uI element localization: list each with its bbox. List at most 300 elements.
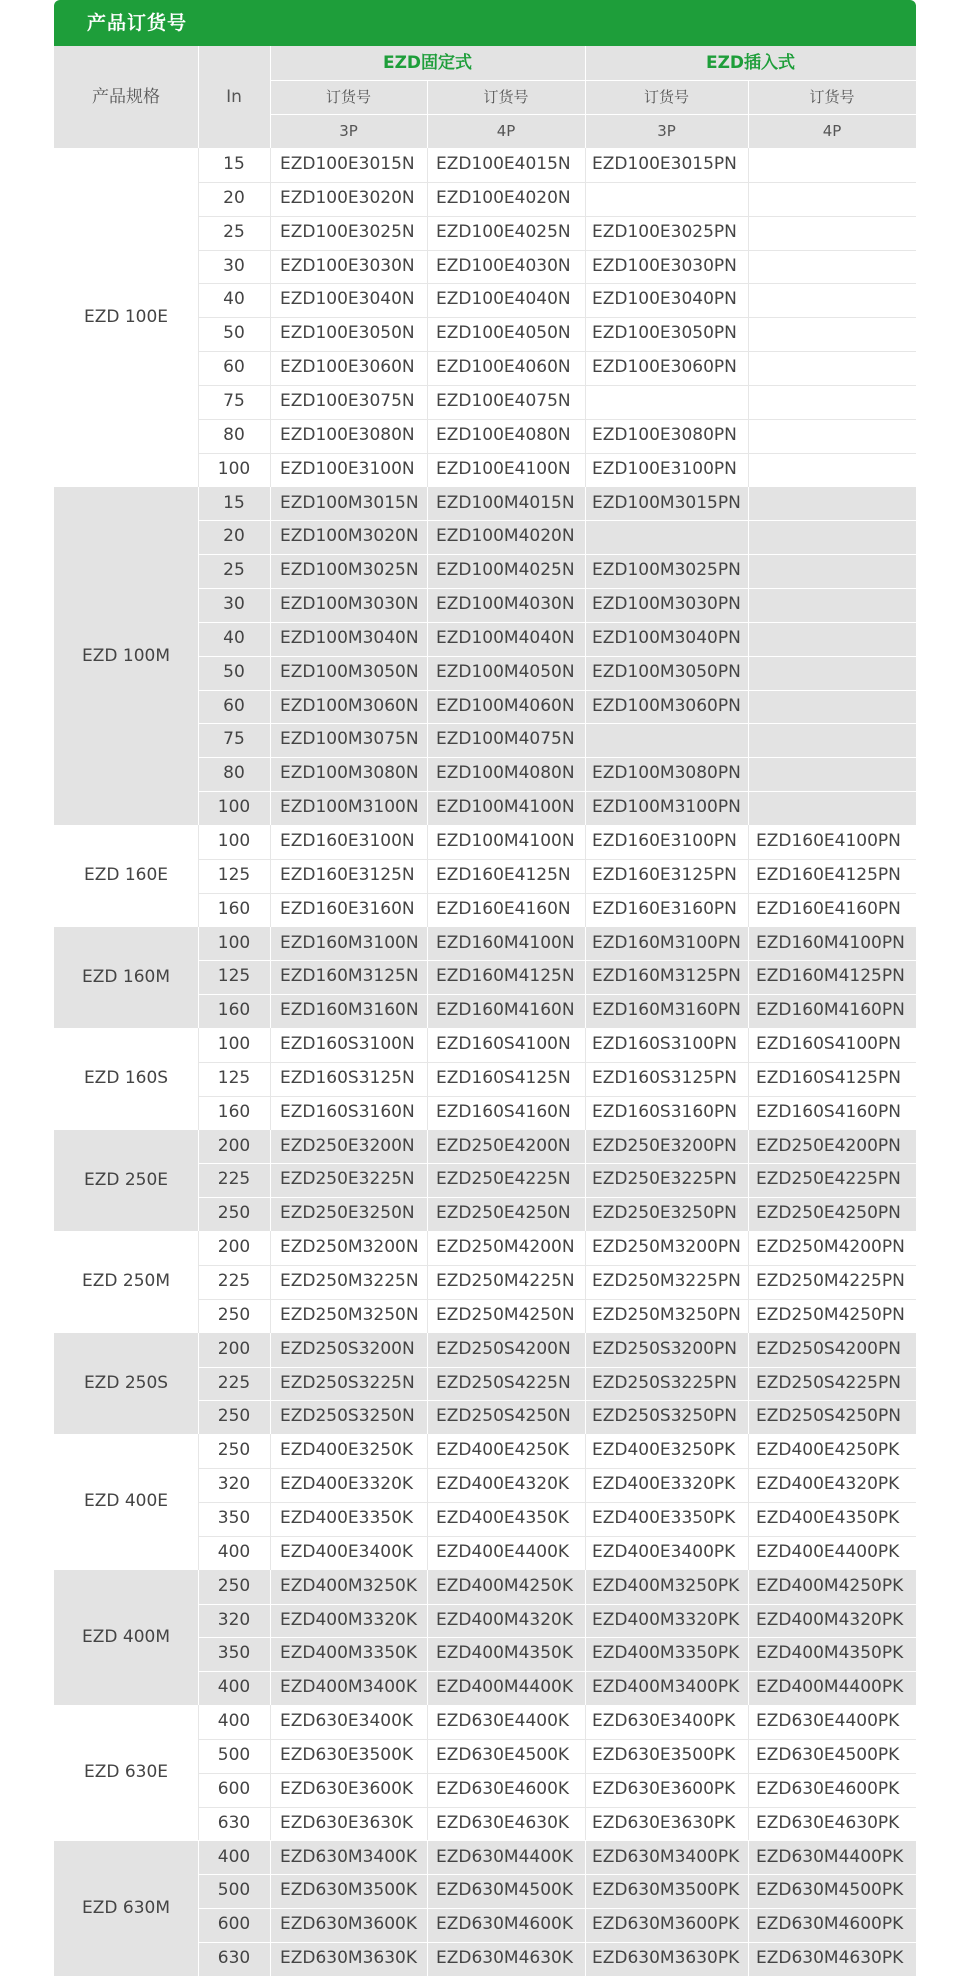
column-divider xyxy=(270,1705,271,1840)
plugin-4p-cell: EZD630E4500PK xyxy=(756,1744,900,1765)
rated-current-cell: 400 xyxy=(217,1677,251,1698)
plugin-4p-cell: EZD250M4225PN xyxy=(756,1271,905,1292)
table-row xyxy=(198,1197,916,1231)
row-divider xyxy=(198,1908,916,1909)
fixed-4p-cell: EZD100E4100N xyxy=(436,458,571,479)
fixed-4p-cell: EZD630E4500K xyxy=(436,1744,570,1765)
row-divider xyxy=(198,1062,916,1063)
plugin-4p-cell: EZD630M4400PK xyxy=(756,1846,904,1867)
plugin-4p-cell xyxy=(748,757,916,791)
rated-current-cell: 200 xyxy=(217,1338,251,1359)
table-row xyxy=(198,791,916,825)
plugin-3p-cell: EZD100M3030PN xyxy=(592,594,741,615)
plugin-4p-cell xyxy=(748,554,916,588)
column-divider xyxy=(427,487,428,826)
rated-current-cell: 250 xyxy=(217,1406,251,1427)
fixed-3p-cell: EZD400E3350K xyxy=(280,1507,414,1528)
column-divider xyxy=(748,1570,749,1705)
model-group xyxy=(54,1231,916,1333)
row-divider xyxy=(198,216,916,217)
rated-current-cell: 225 xyxy=(217,1169,251,1190)
plugin-4p-cell xyxy=(748,385,916,419)
row-divider xyxy=(198,1400,916,1401)
column-divider xyxy=(585,825,586,927)
plugin-4p-cell: EZD160E4125PN xyxy=(756,864,901,885)
rated-current-cell: 25 xyxy=(223,221,245,242)
table-row xyxy=(198,182,916,216)
fixed-4p-cell: EZD630M4600K xyxy=(436,1914,574,1935)
rated-current-cell: 75 xyxy=(223,390,245,411)
row-divider xyxy=(198,690,916,691)
column-divider xyxy=(198,1434,199,1569)
fixed-4p-cell: EZD100E4050N xyxy=(436,323,571,344)
fixed-3p-cell: EZD100E3025N xyxy=(280,221,415,242)
table-row xyxy=(198,487,916,521)
column-divider xyxy=(748,1705,749,1840)
fixed-3p-cell: EZD400M3320K xyxy=(280,1609,418,1630)
column-divider xyxy=(427,1333,428,1435)
plugin-4p-cell xyxy=(748,588,916,622)
table-row xyxy=(198,1874,916,1908)
plugin-4p-cell xyxy=(748,250,916,284)
model-group xyxy=(54,148,916,487)
rated-current-cell: 320 xyxy=(217,1474,251,1495)
row-divider xyxy=(198,1671,916,1672)
plugin-3p-cell: EZD100E3080PN xyxy=(592,424,737,445)
fixed-3p-cell: EZD630M3500K xyxy=(280,1880,418,1901)
plugin-3p-cell: EZD250E3225PN xyxy=(592,1169,737,1190)
rated-current-cell: 400 xyxy=(217,1846,251,1867)
model-group xyxy=(54,1028,916,1130)
row-divider xyxy=(198,1874,916,1875)
plugin-3p-cell: EZD400E3350PK xyxy=(592,1507,736,1528)
column-divider xyxy=(748,927,749,1029)
order-no-header: 订货号 xyxy=(809,88,855,106)
row-divider xyxy=(198,1502,916,1503)
fixed-3p-cell: EZD630E3400K xyxy=(280,1711,414,1732)
pole-header: 4P xyxy=(496,122,516,140)
column-divider xyxy=(270,1841,271,1976)
rated-current-cell: 100 xyxy=(217,1034,251,1055)
model-group xyxy=(54,927,916,1029)
plugin-4p-cell: EZD400M4320PK xyxy=(756,1609,904,1630)
table-row xyxy=(198,960,916,994)
fixed-3p-cell: EZD250S3250N xyxy=(280,1406,415,1427)
row-divider xyxy=(198,960,916,961)
rated-current-cell: 80 xyxy=(223,424,245,445)
plugin-4p-cell xyxy=(748,453,916,487)
plugin-3p-cell: EZD160E3125PN xyxy=(592,864,737,885)
column-divider xyxy=(585,1841,586,1976)
fixed-3p-cell: EZD100E3015N xyxy=(280,154,415,174)
plugin-3p-cell: EZD160S3100PN xyxy=(592,1034,737,1055)
fixed-3p-cell: EZD100E3030N xyxy=(280,255,415,276)
model-group xyxy=(54,1705,916,1840)
plugin-3p-cell: EZD160E3160PN xyxy=(592,898,737,919)
column-divider xyxy=(198,1231,199,1333)
table-row xyxy=(198,825,916,859)
fixed-4p-cell: EZD400E4250K xyxy=(436,1440,570,1461)
plugin-3p-cell: EZD400E3250PK xyxy=(592,1440,736,1461)
column-divider xyxy=(270,927,271,1029)
column-divider xyxy=(585,148,586,487)
plugin-4p-cell xyxy=(748,148,916,182)
plugin-3p-cell: EZD160M3125PN xyxy=(592,966,741,987)
row-divider xyxy=(198,893,916,894)
rated-current-cell: 100 xyxy=(217,458,251,479)
plugin-4p-cell: EZD250S4250PN xyxy=(756,1406,901,1427)
table-row xyxy=(198,1163,916,1197)
model-name: EZD 400M xyxy=(82,1626,170,1647)
column-divider xyxy=(270,1028,271,1130)
rated-current-cell: 50 xyxy=(223,323,245,344)
plugin-4p-cell xyxy=(748,351,916,385)
fixed-4p-cell: EZD100M4080N xyxy=(436,763,575,784)
row-divider xyxy=(198,1163,916,1164)
row-divider xyxy=(198,385,916,386)
plugin-3p-cell: EZD400E3400PK xyxy=(592,1541,736,1562)
row-divider xyxy=(198,1942,916,1943)
row-divider xyxy=(198,419,916,420)
row-divider xyxy=(198,1468,916,1469)
fixed-3p-cell: EZD100E3020N xyxy=(280,187,415,208)
fixed-4p-cell: EZD100E4040N xyxy=(436,289,571,310)
row-divider xyxy=(198,1604,916,1605)
plugin-4p-cell: EZD630E4630PK xyxy=(756,1812,900,1833)
plugin-3p-cell: EZD100E3030PN xyxy=(592,255,737,276)
column-divider xyxy=(270,148,271,487)
plugin-4p-cell: EZD160E4100PN xyxy=(756,831,901,851)
column-divider xyxy=(198,487,199,826)
fixed-4p-cell: EZD100M4015N xyxy=(436,492,575,513)
plugin-3p-cell: EZD400M3400PK xyxy=(592,1677,740,1698)
fixed-4p-cell: EZD100M4040N xyxy=(436,627,575,648)
rated-current-cell: 250 xyxy=(217,1304,251,1325)
plugin-4p-cell: EZD160E4160PN xyxy=(756,898,901,919)
column-divider xyxy=(198,1570,199,1705)
fixed-3p-cell: EZD400M3350K xyxy=(280,1643,418,1664)
table-row xyxy=(198,1265,916,1299)
fixed-4p-cell: EZD100E4030N xyxy=(436,255,571,276)
fixed-4p-cell: EZD630E4600K xyxy=(436,1778,570,1799)
fixed-4p-cell: EZD100E4015N xyxy=(436,154,571,174)
fixed-4p-cell: EZD630M4400K xyxy=(436,1846,574,1867)
rated-current-cell: 20 xyxy=(223,187,245,208)
plugin-3p-cell: EZD400M3350PK xyxy=(592,1643,740,1664)
plugin-3p-cell: EZD400M3320PK xyxy=(592,1609,740,1630)
model-group xyxy=(54,1841,916,1976)
fixed-4p-cell: EZD630E4400K xyxy=(436,1711,570,1732)
header-divider xyxy=(270,114,916,115)
table-row xyxy=(198,1570,916,1604)
column-divider xyxy=(748,1434,749,1569)
rated-current-cell: 30 xyxy=(223,255,245,276)
column-divider xyxy=(585,487,586,826)
table-row xyxy=(198,1299,916,1333)
column-divider xyxy=(427,825,428,927)
fixed-4p-cell: EZD250M4225N xyxy=(436,1271,575,1292)
fixed-4p-cell: EZD400E4400K xyxy=(436,1541,570,1562)
table-row xyxy=(198,1502,916,1536)
plugin-4p-cell: EZD630M4630PK xyxy=(756,1948,904,1969)
spec-header: 产品规格 xyxy=(92,87,160,107)
fixed-4p-cell: EZD250S4225N xyxy=(436,1372,571,1393)
column-divider xyxy=(198,1705,199,1840)
fixed-3p-cell: EZD160M3100N xyxy=(280,932,419,953)
rated-current-cell: 500 xyxy=(217,1880,251,1901)
plugin-3p-cell: EZD160M3160PN xyxy=(592,1000,741,1021)
plugin-4p-cell xyxy=(748,216,916,250)
order-no-header: 订货号 xyxy=(643,88,689,106)
rated-current-cell: 600 xyxy=(217,1914,251,1935)
fixed-3p-cell: EZD250E3225N xyxy=(280,1169,415,1190)
fixed-4p-cell: EZD250E4250N xyxy=(436,1203,571,1224)
rated-current-cell: 200 xyxy=(217,1135,251,1156)
plugin-3p-cell: EZD250S3200PN xyxy=(592,1338,737,1359)
plugin-3p-cell: EZD250S3225PN xyxy=(592,1372,737,1393)
rated-current-cell: 40 xyxy=(223,289,245,310)
table-row xyxy=(198,1773,916,1807)
fixed-4p-cell: EZD100E4025N xyxy=(436,221,571,242)
fixed-3p-cell: EZD250M3250N xyxy=(280,1304,419,1325)
model-name: EZD 250S xyxy=(83,1372,169,1393)
fixed-3p-cell: EZD100M3100N xyxy=(280,797,419,818)
table-row xyxy=(198,317,916,351)
plugin-4p-cell: EZD400E4250PK xyxy=(756,1440,900,1461)
fixed-4p-cell: EZD160S4125N xyxy=(436,1067,571,1088)
column-divider xyxy=(198,1028,199,1130)
rated-current-cell: 100 xyxy=(217,797,251,818)
fixed-3p-cell: EZD250E3200N xyxy=(280,1135,415,1156)
row-divider xyxy=(198,656,916,657)
table-row xyxy=(198,927,916,961)
column-divider xyxy=(585,1130,586,1232)
row-divider xyxy=(198,250,916,251)
column-divider xyxy=(427,927,428,1029)
fixed-3p-cell: EZD400M3250K xyxy=(280,1575,418,1596)
plugin-3p-cell: EZD100E3015PN xyxy=(592,154,737,174)
fixed-4p-cell: EZD250M4250N xyxy=(436,1304,575,1325)
fixed-3p-cell: EZD160M3125N xyxy=(280,966,419,987)
column-divider xyxy=(585,927,586,1029)
column-divider xyxy=(270,1231,271,1333)
model-group xyxy=(54,1130,916,1232)
rated-current-cell: 160 xyxy=(217,1000,251,1021)
table-row xyxy=(198,1231,916,1265)
fixed-3p-cell: EZD160S3100N xyxy=(280,1034,415,1055)
row-divider xyxy=(198,1637,916,1638)
model-name: EZD 250E xyxy=(83,1169,169,1190)
plugin-3p-cell: EZD160M3100PN xyxy=(592,932,741,953)
plugin-3p-cell: EZD630E3600PK xyxy=(592,1778,736,1799)
rated-current-cell: 500 xyxy=(217,1744,251,1765)
column-divider xyxy=(427,148,428,487)
rated-current-cell: 75 xyxy=(223,729,245,750)
plugin-3p-cell: EZD100M3015PN xyxy=(592,492,741,513)
column-divider xyxy=(270,1434,271,1569)
column-divider xyxy=(270,487,271,826)
column-divider xyxy=(748,1231,749,1333)
table-row xyxy=(198,1130,916,1164)
fixed-4p-cell: EZD100M4020N xyxy=(436,526,575,547)
fixed-3p-cell: EZD160M3160N xyxy=(280,1000,419,1021)
table-row xyxy=(198,1096,916,1130)
fixed-4p-cell: EZD100E4060N xyxy=(436,357,571,378)
fixed-4p-cell: EZD100M4050N xyxy=(436,661,575,682)
plugin-4p-cell: EZD630M4500PK xyxy=(756,1880,904,1901)
table-row xyxy=(198,757,916,791)
plugin-4p-cell xyxy=(748,622,916,656)
model-name: EZD 160E xyxy=(83,865,169,885)
table-row xyxy=(198,1807,916,1841)
column-divider xyxy=(748,1333,749,1435)
fixed-4p-cell: EZD100M4075N xyxy=(436,729,575,750)
fixed-3p-cell: EZD250M3200N xyxy=(280,1237,419,1258)
plugin-4p-cell: EZD630E4600PK xyxy=(756,1778,900,1799)
rated-current-cell: 125 xyxy=(217,966,251,987)
plugin-4p-cell: EZD250M4200PN xyxy=(756,1237,905,1258)
fixed-3p-cell: EZD630E3600K xyxy=(280,1778,414,1799)
plugin-3p-cell: EZD100M3025PN xyxy=(592,560,741,581)
fixed-3p-cell: EZD160E3160N xyxy=(280,898,415,919)
plugin-4p-cell: EZD160M4100PN xyxy=(756,932,905,953)
plugin-4p-cell xyxy=(748,182,916,216)
pole-header: 3P xyxy=(657,122,676,140)
rated-current-cell: 160 xyxy=(217,1101,251,1122)
row-divider xyxy=(198,554,916,555)
column-divider xyxy=(585,1028,586,1130)
plugin-group-header: EZD插入式 xyxy=(705,53,796,73)
plugin-4p-cell: EZD630M4600PK xyxy=(756,1914,904,1935)
model-name: EZD 100E xyxy=(83,307,169,327)
table-row xyxy=(198,520,916,554)
rated-current-cell: 250 xyxy=(217,1440,251,1461)
plugin-4p-cell xyxy=(748,656,916,690)
pole-header: 4P xyxy=(822,122,842,140)
column-divider xyxy=(198,825,199,927)
fixed-4p-cell: EZD630E4630K xyxy=(436,1812,570,1833)
column-divider xyxy=(748,825,749,927)
fixed-3p-cell: EZD630E3630K xyxy=(280,1812,414,1833)
row-divider xyxy=(198,317,916,318)
model-group xyxy=(54,825,916,927)
plugin-3p-cell: EZD630M3500PK xyxy=(592,1880,740,1901)
plugin-3p-cell: EZD250E3200PN xyxy=(592,1135,737,1156)
plugin-3p-cell: EZD630E3500PK xyxy=(592,1744,736,1765)
fixed-4p-cell: EZD250M4200N xyxy=(436,1237,575,1258)
fixed-4p-cell: EZD160M4125N xyxy=(436,966,575,987)
table-row xyxy=(198,1400,916,1434)
fixed-4p-cell: EZD400M4350K xyxy=(436,1643,574,1664)
model-name: EZD 630E xyxy=(83,1762,169,1783)
row-divider xyxy=(198,1299,916,1300)
fixed-4p-cell: EZD100M4025N xyxy=(436,560,575,581)
plugin-4p-cell: EZD400M4250PK xyxy=(756,1575,904,1596)
rated-current-cell: 400 xyxy=(217,1711,251,1732)
row-divider xyxy=(198,182,916,183)
table-row xyxy=(198,622,916,656)
row-divider xyxy=(198,453,916,454)
plugin-3p-cell: EZD250M3200PN xyxy=(592,1237,741,1258)
fixed-3p-cell: EZD630M3630K xyxy=(280,1948,418,1969)
rated-current-cell: 160 xyxy=(217,898,251,919)
fixed-4p-cell: EZD250S4200N xyxy=(436,1338,571,1359)
plugin-4p-cell xyxy=(748,419,916,453)
fixed-4p-cell: EZD160S4160N xyxy=(436,1101,571,1122)
column-divider xyxy=(270,1570,271,1705)
fixed-3p-cell: EZD630E3500K xyxy=(280,1744,414,1765)
fixed-4p-cell: EZD400M4320K xyxy=(436,1609,574,1630)
row-divider xyxy=(198,1739,916,1740)
fixed-4p-cell: EZD100E4080N xyxy=(436,424,571,445)
rated-current-cell: 125 xyxy=(217,864,251,885)
column-divider xyxy=(427,1130,428,1232)
model-name: EZD 250M xyxy=(82,1271,170,1292)
rated-current-cell: 60 xyxy=(223,357,245,378)
column-divider xyxy=(748,1028,749,1130)
rated-current-cell: 125 xyxy=(217,1067,251,1088)
table-row xyxy=(198,1468,916,1502)
fixed-4p-cell: EZD400M4400K xyxy=(436,1677,574,1698)
table-row xyxy=(198,216,916,250)
plugin-3p-cell: EZD100M3060PN xyxy=(592,695,741,716)
plugin-3p-cell: EZD160S3125PN xyxy=(592,1067,737,1088)
plugin-3p-cell xyxy=(585,182,748,216)
column-divider xyxy=(198,148,199,487)
fixed-4p-cell: EZD100M4100N xyxy=(436,797,575,818)
model-group xyxy=(54,487,916,826)
table-row xyxy=(198,1908,916,1942)
plugin-4p-cell xyxy=(748,487,916,521)
fixed-3p-cell: EZD100M3080N xyxy=(280,763,419,784)
plugin-4p-cell: EZD250S4200PN xyxy=(756,1338,901,1359)
fixed-4p-cell: EZD100M4030N xyxy=(436,594,575,615)
plugin-3p-cell: EZD100M3040PN xyxy=(592,627,741,648)
plugin-4p-cell: EZD160S4125PN xyxy=(756,1067,901,1088)
rated-current-cell: 350 xyxy=(217,1643,251,1664)
plugin-3p-cell: EZD630M3630PK xyxy=(592,1948,740,1969)
fixed-4p-cell: EZD400E4350K xyxy=(436,1507,570,1528)
rated-current-cell: 600 xyxy=(217,1778,251,1799)
column-divider xyxy=(198,1841,199,1976)
column-divider xyxy=(585,1231,586,1333)
model-group xyxy=(54,1570,916,1705)
plugin-3p-cell: EZD160E3100PN xyxy=(592,831,737,851)
table-row xyxy=(198,250,916,284)
fixed-4p-cell: EZD100E4075N xyxy=(436,390,571,411)
plugin-3p-cell: EZD630E3400PK xyxy=(592,1711,736,1732)
plugin-4p-cell: EZD160S4160PN xyxy=(756,1101,901,1122)
fixed-3p-cell: EZD100M3030N xyxy=(280,594,419,615)
fixed-3p-cell: EZD100M3050N xyxy=(280,661,419,682)
table-row xyxy=(198,1841,916,1875)
column-divider xyxy=(748,1841,749,1976)
row-divider xyxy=(198,351,916,352)
rated-current-cell: 25 xyxy=(223,560,245,581)
table-row xyxy=(198,1536,916,1570)
plugin-3p-cell: EZD630M3600PK xyxy=(592,1914,740,1935)
rated-current-cell: 30 xyxy=(223,594,245,615)
table-row xyxy=(198,419,916,453)
column-divider xyxy=(198,927,199,1029)
plugin-4p-cell xyxy=(748,283,916,317)
rated-current-cell: 100 xyxy=(217,932,251,953)
plugin-3p-cell xyxy=(585,385,748,419)
plugin-4p-cell: EZD250E4225PN xyxy=(756,1169,901,1190)
table-row xyxy=(198,1434,916,1468)
plugin-3p-cell: EZD100E3100PN xyxy=(592,458,737,479)
column-divider xyxy=(748,487,749,826)
